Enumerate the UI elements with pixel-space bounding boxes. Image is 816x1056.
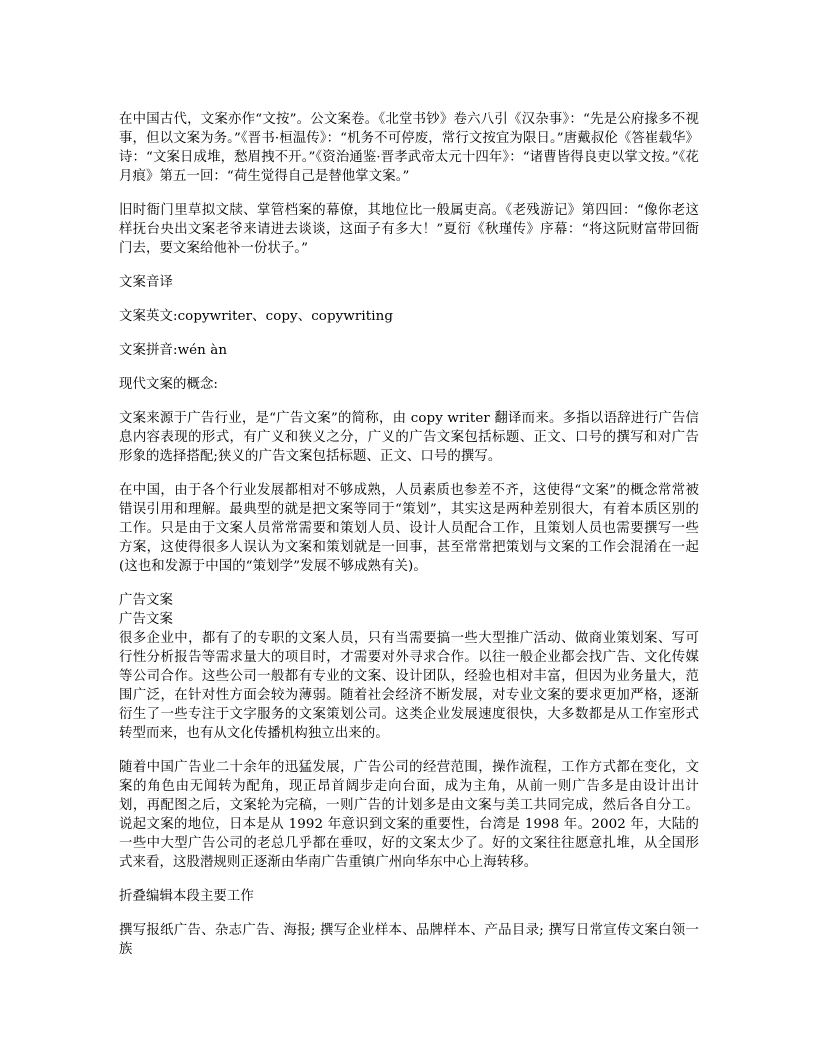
paragraph-concept-origin: 文案来源于广告行业，是“广告文案”的简称，由 copy writer 翻译而来。多指以语辞进行广告信息内容表现的形式，有广义和狭义之分，广义的广告文案包括标题、正文、口号的撰写和对广告形象的选择搭配;狭义的广告文案包括标题、正文、口号的撰写。: [119, 411, 699, 464]
section-subheading-ad-copy: 广告文案: [119, 612, 173, 627]
pinyin-line: 文案拼音:wén àn: [119, 343, 228, 358]
document-page: [119, 110, 699, 974]
paragraph-ancient-meaning: 在中国古代，文案亦作“文按”。公文案卷。《北堂书钞》卷六八引《汉杂事》：“先是公府掾多不视事，但以文案为务。”《晋书·桓温传》：“机务不可停废，常行文按宜为限日。”唐戴叔伦《答崔载华》诗：“文案日成堆，愁眉拽不开。”《资治通鉴·晋孝武帝太元十四年》：“诸曹皆得良吏以掌文按。”《花月痕》第五一回：“荷生觉得自己是替他掌文案。”: [119, 112, 699, 184]
paragraph-main-work: 撰写报纸广告、杂志广告、海报; 撰写企业样本、品牌样本、产品目录; 撰写日常宣传文案白领一族: [119, 923, 699, 957]
paragraph-old-office: 旧时衙门里草拟文牍、掌管档案的幕僚，其地位比一般属吏高。《老残游记》第四回：“像你老这样抚台央出文案老爷来请进去谈谈，这面子有多大！”夏衍《秋瑾传》序幕：“将这阮财富带回衙门去，要文案给他补一份状子。”: [119, 203, 699, 256]
paragraph-concept-china: 在中国，由于各个行业发展都相对不够成熟，人员素质也参差不齐，这使得“文案”的概念常常被错误引用和理解。最典型的就是把文案等同于“策划”，其实这是两种差别很大，有着本质区别的工作。只是由于文案人员常常需要和策划人员、设计人员配合工作，且策划人员也需要撰写一些方案，这使得很多人误认为文案和策划就是一回事，甚至常常把策划与文案的工作会混淆在一起(这也和发源于中国的“策划学”发展不够成熟有关)。: [119, 483, 699, 574]
section-heading-modern-concept: 现代文案的概念:: [119, 377, 219, 392]
section-heading-main-work: 折叠编辑本段主要工作: [119, 889, 254, 904]
section-heading-ad-copy: 广告文案: [119, 593, 173, 608]
paragraph-ad-enterprises: 很多企业中，都有了的专职的文案人员，只有当需要搞一些大型推广活动、做商业策划案、写可行性分析报告等需求量大的项目时，才需要对外寻求合作。以往一般企业都会找广告、文化传媒等公司合作。这些公司一般都有专业的文案、设计团队，经验也相对丰富，但因为业务量大，范围广泛，在针对性方面会较为薄弱。随着社会经济不断发展，对专业文案的要求更加严格，逐渐衍生了一些专注于文字服务的文案策划公司。这类企业发展速度很快，大多数都是从工作室形式转型而来，也有从文化传播机构独立出来的。: [119, 631, 699, 741]
paragraph-ad-industry-growth: 随着中国广告业二十余年的迅猛发展，广告公司的经营范围，操作流程，工作方式都在变化，文案的角色由无闻转为配角，现正昂首阔步走向台面，成为主角，从前一则广告多是由设计出计划，再配图之后，文案轮为完稿，一则广告的计划多是由文案与美工共同完成，然后各自分工。说起文案的地位，日本是从 1992 年意识到文案的重要性，台湾是 1998 年。2002 年，大陆的一些中大型广告公司的老总几乎都在垂叹，好的文案太少了。好的文案往往愿意扎堆，从全国形式来看，这股潜规则正逐渐由华南广告重镇广州向华东中心上海转移。: [119, 760, 699, 870]
section-heading-transliteration: 文案音译: [119, 275, 173, 290]
english-translation-line: 文案英文:copywriter、copy、copywriting: [119, 309, 394, 324]
